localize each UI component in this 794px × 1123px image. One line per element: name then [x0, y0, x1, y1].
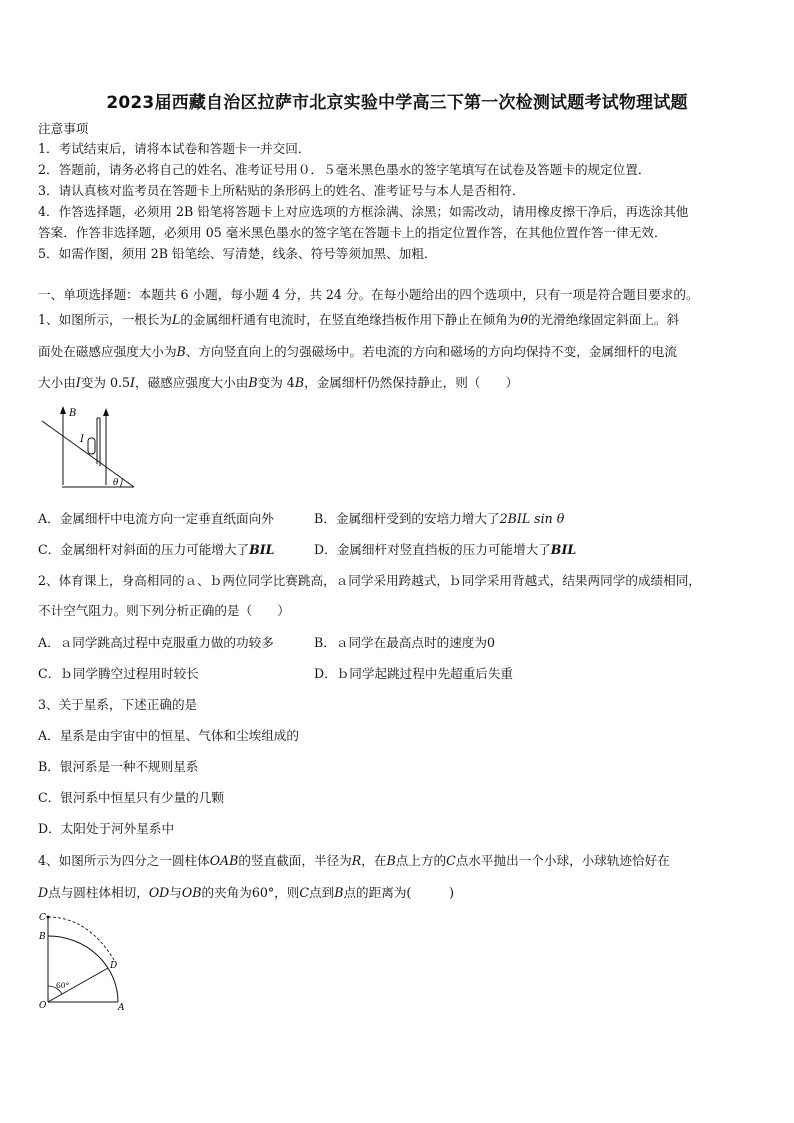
- label-O: O: [39, 1001, 47, 1011]
- label-D: D: [110, 961, 118, 971]
- q1-option-c: C．金属细杆对斜面的压力可能增大了BIL: [38, 542, 275, 557]
- q1-stem-line-3: 大小由I变为 0.5I，磁感应强度大小由B变为 4B，金属细杆仍然保持静止，则（ ）: [38, 375, 519, 390]
- point-C: [47, 916, 50, 919]
- label-theta: θ: [113, 478, 119, 488]
- notice-item-2: 2．答题前，请务必将自己的姓名、准考证号用０．５毫米黑色墨水的签字笔填写在试卷及答题卡的规定位置．: [38, 162, 651, 177]
- q4-figure: [36, 908, 136, 1012]
- metal-rod: [88, 438, 95, 454]
- q1-figure: [36, 402, 148, 494]
- q4-stem-line-1: 4、如图所示为四分之一圆柱体OAB的竖直截面，半径为R，在B点上方的C点水平抛出一个小球，小球轨迹恰好在: [38, 853, 670, 868]
- label-A: A: [118, 1003, 125, 1012]
- q4-stem-line-2: D点与圆柱体相切，OD与OB的夹角为60°，则C点到B点的距离为( ): [38, 885, 455, 900]
- notice-item-3: 3．请认真核对监考员在答题卡上所粘贴的条形码上的姓名、准考证号与本人是否相符．: [38, 183, 525, 198]
- q3-option-b: B．银河系是一种不规则星系: [38, 759, 199, 774]
- field-arrow-2: [103, 408, 109, 416]
- q3-option-c: C．银河系中恒星只有少量的几颗: [38, 790, 224, 805]
- section-heading: 一、单项选择题：本题共 6 小题，每小题 4 分，共 24 分。在每小题给出的四个选项中，只有一项是符合题目要求的。: [38, 287, 699, 302]
- q3-option-a: A．星系是由宇宙中的恒星、气体和尘埃组成的: [38, 728, 299, 743]
- notice-item-4-cont: 答案．作答非选择题，必须用 05 毫米黑色墨水的签字笔在答题卡上的指定位置作答，在其他位置作答一律无效．: [38, 225, 667, 240]
- incline-line: [42, 421, 134, 487]
- label-B: B: [69, 408, 77, 419]
- label-B: B: [39, 932, 46, 942]
- q2-option-b: B．ａ同学在最高点时的速度为0: [314, 635, 495, 650]
- field-arrow-1: [60, 406, 66, 414]
- q2-option-a: A．ａ同学跳高过程中克服重力做的功较多: [38, 635, 274, 650]
- q2-stem-line-2: 不计空气阻力。则下列分析正确的是（ ）: [38, 603, 290, 618]
- quarter-arc: [48, 936, 118, 1002]
- trajectory: [48, 917, 114, 960]
- q3-stem: 3、关于星系，下述正确的是: [38, 697, 198, 712]
- notice-heading: 注意事项: [38, 121, 89, 136]
- q2-option-d: D．ｂ同学起跳过程中先超重后失重: [314, 666, 514, 681]
- notice-item-4: 4．作答选择题，必须用 2B 铅笔将答题卡上对应选项的方框涂满、涂黑；如需改动，请用橡皮擦干净后，再选涂其他: [38, 204, 689, 219]
- label-angle: 60°: [56, 981, 70, 990]
- q1-option-d: D．金属细杆对竖直挡板的压力可能增大了BIL: [314, 542, 577, 557]
- notice-item-5: 5．如需作图，须用 2B 铅笔绘、写清楚，线条、符号等须加黑、加粗．: [38, 246, 437, 261]
- label-C: C: [39, 913, 46, 923]
- q2-stem-line-1: 2、体育课上，身高相同的ａ、ｂ两位同学比赛跳高，ａ同学采用跨越式，ｂ同学采用背越式，结果两同学的成绩相同，: [38, 573, 701, 588]
- page-title: 2023届西藏自治区拉萨市北京实验中学高三下第一次检测试题考试物理试题: [106, 93, 688, 113]
- q3-option-d: D．太阳处于河外星系中: [38, 821, 175, 836]
- label-I: I: [80, 434, 84, 445]
- q1-stem-line-2: 面处在磁感应强度大小为B、方向竖直向上的匀强磁场中。若电流的方向和磁场的方向均保持不变，金属细杆的电流: [38, 344, 677, 359]
- q1-option-a: A．金属细杆中电流方向一定垂直纸面向外: [38, 511, 274, 526]
- q1-option-b: B．金属细杆受到的安培力增大了2BIL sin θ: [314, 511, 565, 526]
- q1-stem-line-1: 1、如图所示，一根长为L的金属细杆通有电流时，在竖直绝缘挡板作用下静止在倾角为θ的光滑绝缘固定斜面上。斜: [38, 312, 680, 327]
- notice-item-1: 1．考试结束后，请将本试卷和答题卡一并交回．: [38, 141, 311, 156]
- angle-arc: [120, 478, 122, 487]
- q2-option-c: C．ｂ同学腾空过程用时较长: [38, 666, 199, 681]
